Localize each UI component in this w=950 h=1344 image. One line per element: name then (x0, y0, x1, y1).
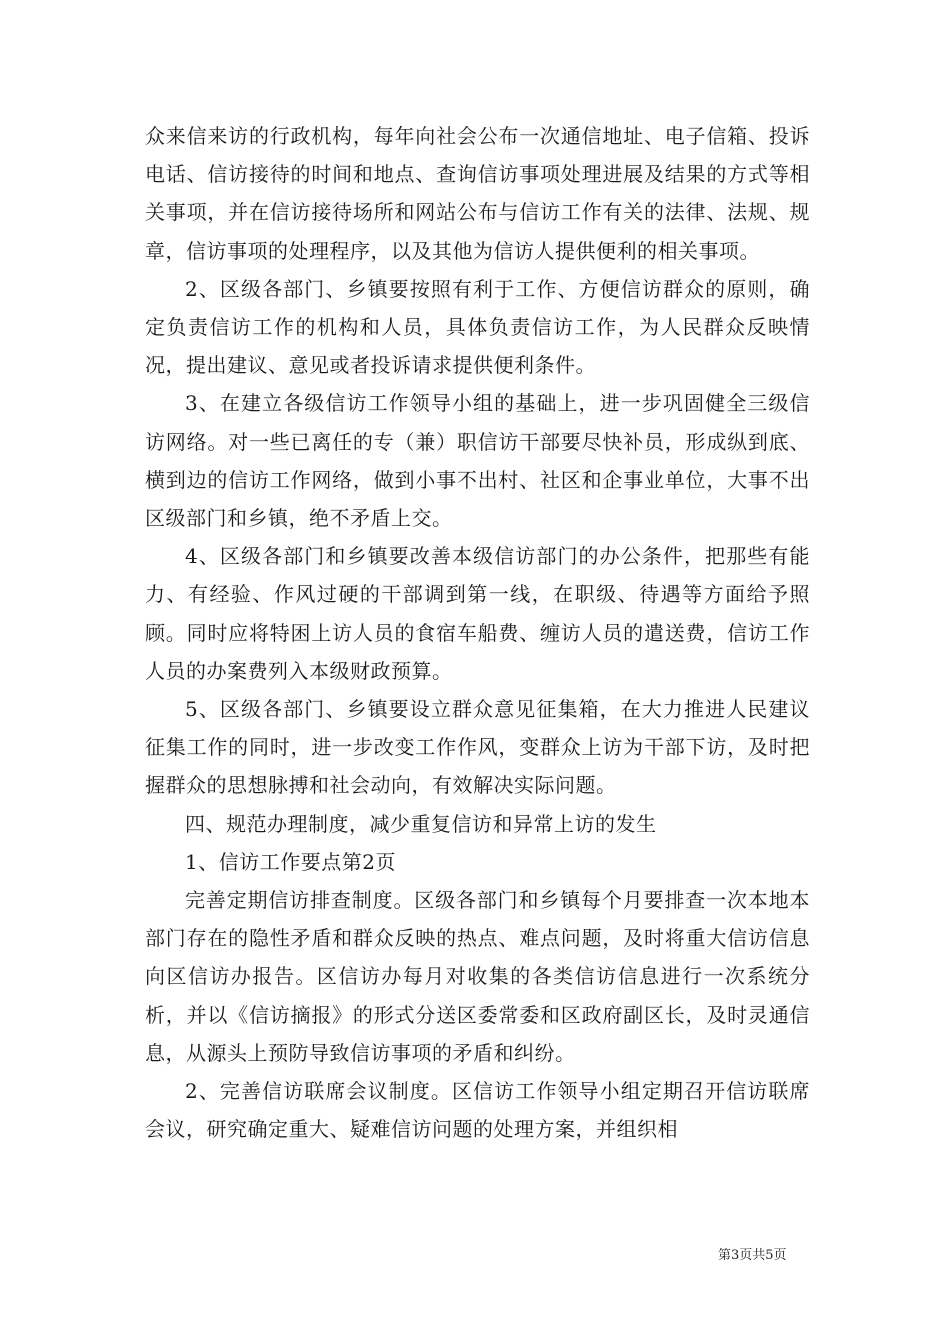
paragraph-item-2: 2、区级各部门、乡镇要按照有利于工作、方便信访群众的原则，确定负责信访工作的机构和人员，具体负责信访工作，为人民群众反映情况，提出建议、意见或者投诉请求提供便利条件。 (145, 276, 810, 378)
page-number-footer: 第3页共5页 (718, 1248, 787, 1263)
section-heading-4: 四、规范办理制度，减少重复信访和异常上访的发生 (185, 811, 657, 836)
paragraph-item-4: 4、区级各部门和乡镇要改善本级信访部门的办公条件，把那些有能力、有经验、作风过硬的干部调到第一线，在职级、待遇等方面给予照顾。同时应将特困上访人员的食宿车船费、缠访人员的遣送费，信访工作人员的办案费列入本级财政预算。 (145, 544, 810, 683)
paragraph-joint-meeting: 2、完善信访联席会议制度。区信访工作领导小组定期召开信访联席会议，研究确定重大、疑难信访问题的处理方案，并组织相 (145, 1079, 810, 1142)
sub-heading-1: 1、信访工作要点第2页 (185, 849, 396, 874)
paragraph-continuation: 众来信来访的行政机构，每年向社会公布一次通信地址、电子信箱、投诉电话、信访接待的时间和地点、查询信访事项处理进展及结果的方式等相关事项，并在信访接待场所和网站公布与信访工作有关的法律、法规、规章，信访事项的处理程序，以及其他为信访人提供便利的相关事项。 (145, 124, 810, 263)
document-body (145, 117, 810, 1148)
paragraph-item-5: 5、区级各部门、乡镇要设立群众意见征集箱，在大力推进人民建议征集工作的同时，进一步改变工作作风，变群众上访为干部下访，及时把握群众的思想脉搏和社会动向，有效解决实际问题。 (145, 697, 810, 798)
paragraph-inspection-system: 完善定期信访排查制度。区级各部门和乡镇每个月要排查一次本地本部门存在的隐性矛盾和群众反映的热点、难点问题，及时将重大信访信息向区信访办报告。区信访办每月对收集的各类信访信息进行一次系统分析，并以《信访摘报》的形式分送区委常委和区政府副区长，及时灵通信息，从源头上预防导致信访事项的矛盾和纠纷。 (145, 888, 810, 1065)
paragraph-item-3: 3、在建立各级信访工作领导小组的基础上，进一步巩固健全三级信访网络。对一些已离任的专（兼）职信访干部要尽快补员，形成纵到底、横到边的信访工作网络，做到小事不出村、社区和企事业单位，大事不出区级部门和乡镇，绝不矛盾上交。 (145, 391, 810, 531)
